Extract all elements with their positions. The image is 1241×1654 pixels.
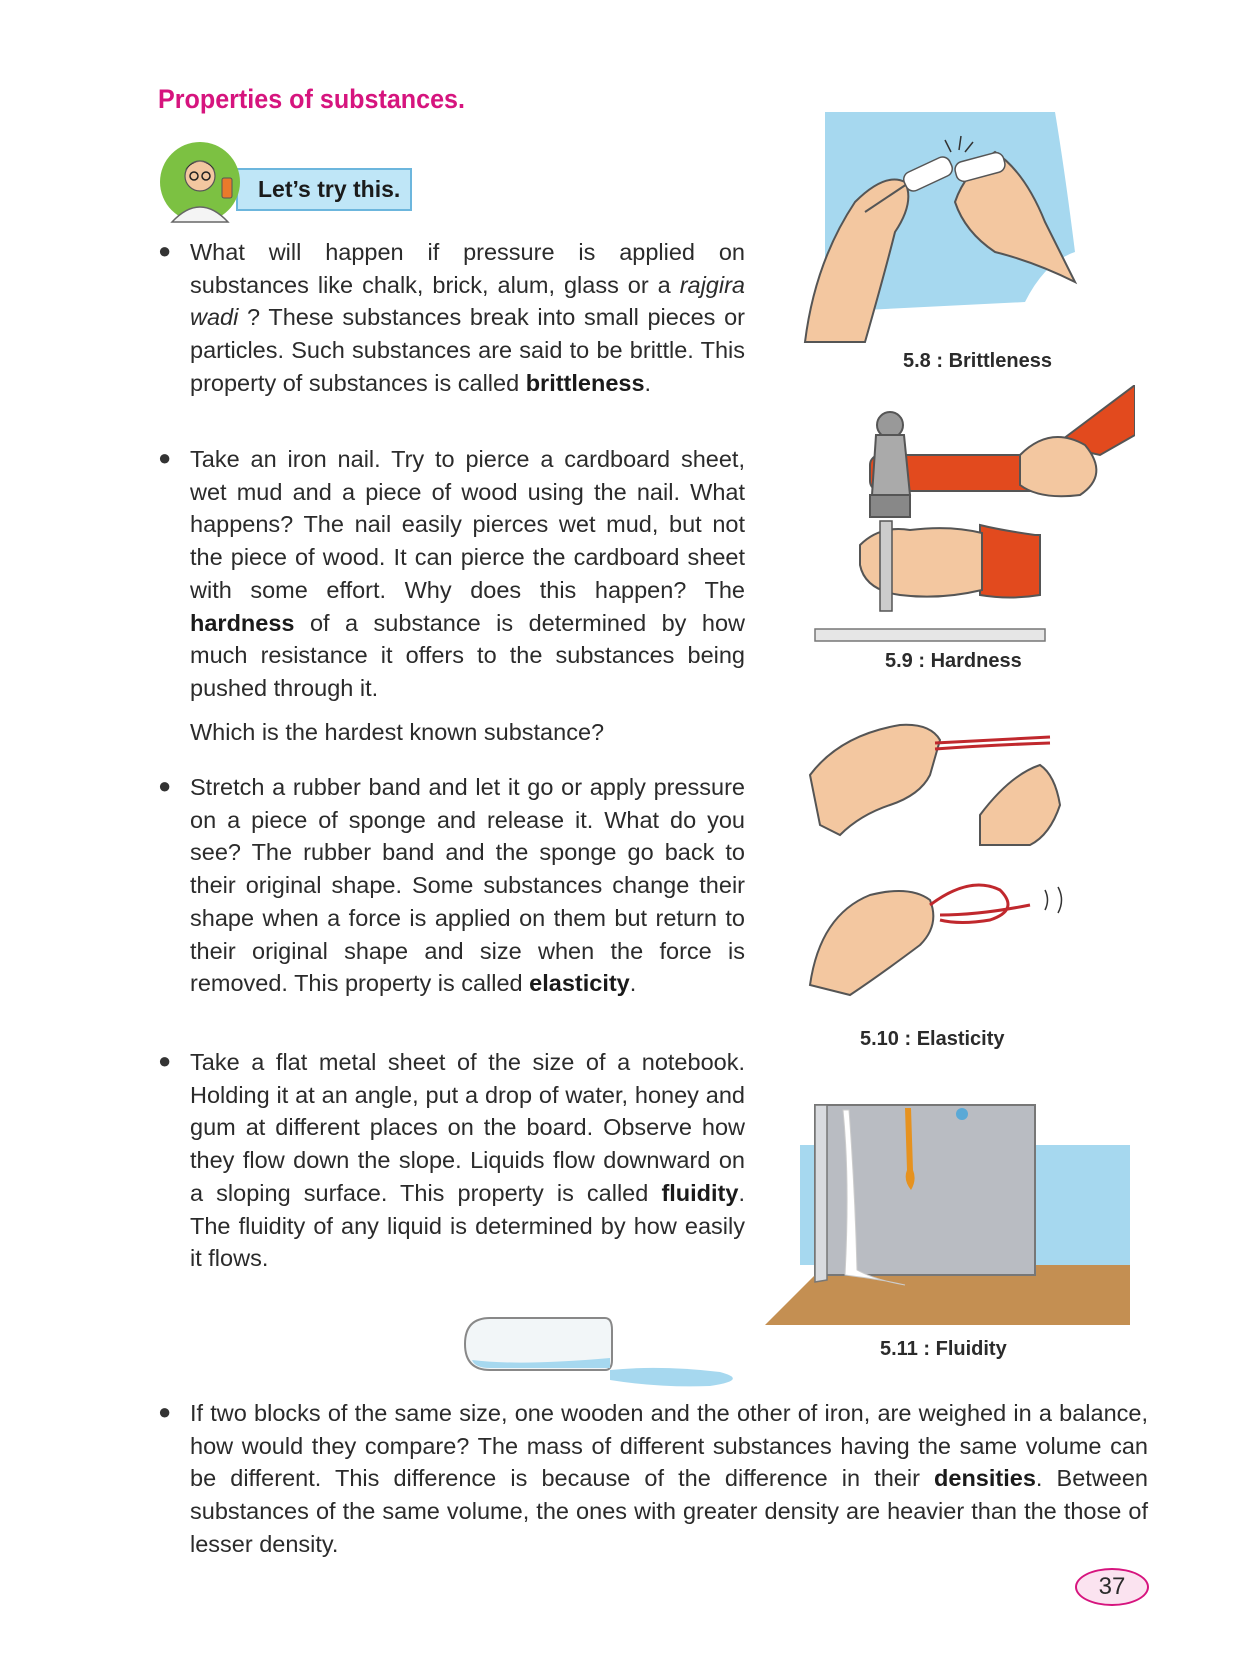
bullet: ●	[158, 1048, 172, 1073]
text-run: Stretch a rubber band and let it go or apply pressure on a piece of sponge and release it. What do you see? The rubber band and the sponge go back to their original shape. Some substances change their shape when a force is applied on them but return to their original shape and size when the force is removed. This property is called	[190, 774, 745, 997]
bullet: ●	[158, 445, 172, 470]
bullet: ●	[158, 238, 172, 263]
text-run: Which is the hardest known substance?	[190, 719, 605, 745]
text-run: Take an iron nail. Try to pierce a cardboard sheet, wet mud and a piece of wood using the nail. What happens? The nail easily pierces wet mud, but not the piece of wood. It can pierce the cardboard sheet with some effort. Why does this happen? The	[190, 446, 745, 603]
text-run: . The fluidity of any liquid is determined by how easily it flows.	[190, 1179, 745, 1272]
key-term: hardness	[190, 609, 295, 636]
figure-caption-hardness: 5.9 : Hardness	[885, 650, 1022, 672]
figure-caption-brittleness: 5.8 : Brittleness	[903, 350, 1052, 372]
paragraph-question	[190, 716, 745, 749]
bullet: ●	[158, 773, 172, 798]
text-run: Take a flat metal sheet of the size of a notebook. Holding it at an angle, put a drop of water, honey and gum at different places on the board. Observe how they flow down the slope. Liquids flow downward on a sloping surface. This property is called	[190, 1049, 745, 1206]
hardness-illustration	[810, 385, 1135, 645]
scientist-icon	[158, 140, 253, 224]
key-term: fluidity	[661, 1179, 739, 1206]
paragraph-elasticity	[190, 771, 745, 1000]
key-term: densities	[934, 1465, 1036, 1492]
italic-term: rajgira wadi	[190, 271, 745, 331]
text-run: If two blocks of the same size, one wooden and the other of iron, are weighed in a balance, how would they compare? The mass of different substances having the same volume can be different. This difference is because of the difference in their	[190, 1400, 1148, 1492]
paragraph-hardness	[190, 443, 745, 705]
elasticity-illustration	[800, 715, 1110, 1005]
bullet: ●	[158, 1399, 172, 1424]
activity-banner	[158, 140, 418, 224]
key-term: brittleness	[525, 369, 645, 396]
page-number: 37	[1075, 1568, 1149, 1606]
key-term: elasticity	[529, 970, 630, 997]
paragraph-brittleness	[190, 236, 745, 400]
figure-caption-fluidity: 5.11 : Fluidity	[880, 1338, 1007, 1360]
text-run: .	[644, 369, 652, 396]
text-run: .	[629, 970, 637, 997]
text-run: ? These substances break into small pieces or particles. Such substances are said to be brittle. This property of substances is called	[190, 304, 745, 396]
spilled-test-tube-illustration	[460, 1310, 780, 1390]
text-run: of a substance is determined by how much resistance it offers to the substances being pushed through it.	[190, 609, 745, 701]
paragraph-fluidity	[190, 1046, 745, 1275]
text-run: . Between substances of the same volume, the ones with greater density are heavier than the those of lesser density.	[190, 1465, 1149, 1557]
paragraph-density	[190, 1397, 1148, 1561]
text-run: What will happen if pressure is applied on substances like chalk, brick, alum, glass or a	[190, 239, 745, 298]
fluidity-illustration	[765, 1100, 1130, 1325]
section-heading: Properties of substances.	[158, 84, 466, 114]
activity-label: Let’s try this.	[236, 168, 412, 211]
brittleness-illustration	[795, 112, 1085, 362]
figure-caption-elasticity: 5.10 : Elasticity	[860, 1028, 1005, 1050]
